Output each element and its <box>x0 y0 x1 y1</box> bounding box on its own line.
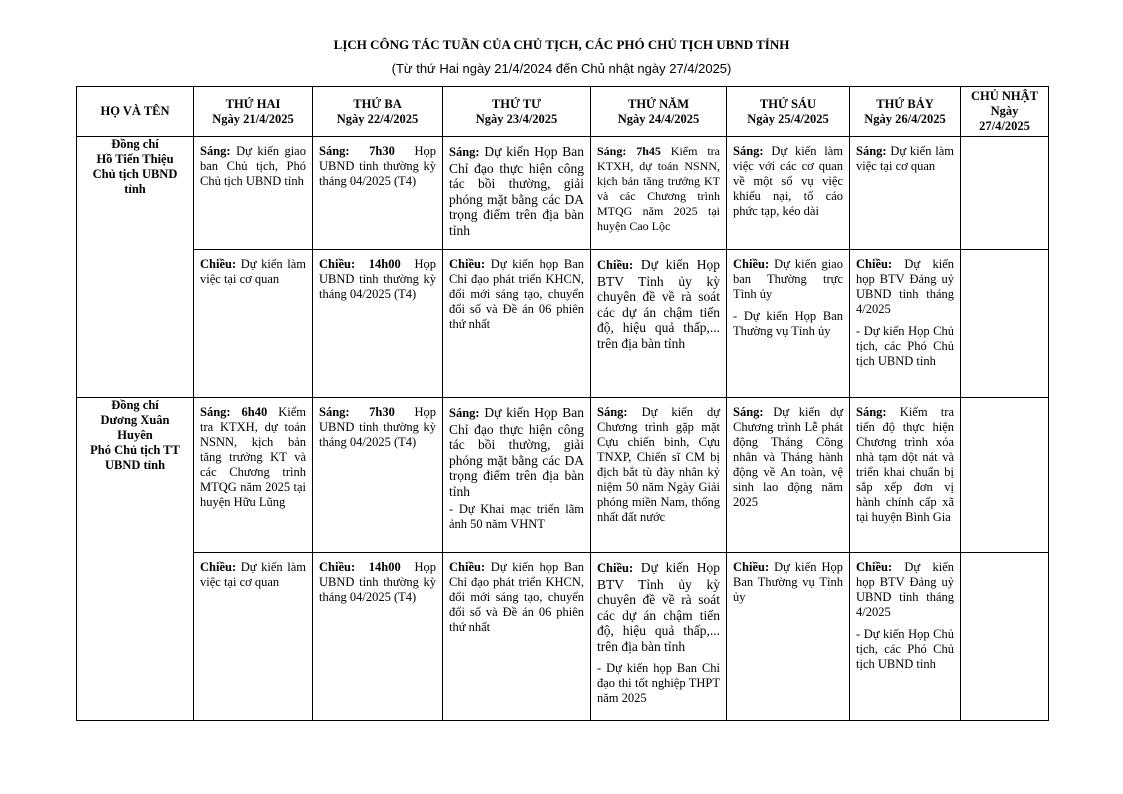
schedule-cell: Sáng: Dự kiến dự Chương trình Lễ phát động Tháng Công nhân và Tháng hành động về An toàn, vệ sinh lao động năm 2025 <box>727 398 850 553</box>
schedule-cell: Sáng: Dự kiến Họp Ban Chỉ đạo thực hiện công tác bồi thường, giải phóng mặt bằng các DA trọng điểm trên địa bàn tỉnh <box>443 137 591 250</box>
schedule-cell: Chiều: Dự kiến Họp BTV Tỉnh ủy kỳ chuyên đề về rà soát các dự án chậm tiến độ, hiệu quả thấp,... trên địa bàn tỉnh - Dự kiến họp Ban Chỉ đạo thi tốt nghiệp THPT năm 2025 <box>591 553 727 721</box>
schedule-cell: Chiều: Dự kiến họp Ban Chỉ đạo phát triển KHCN, đổi mới sáng tạo, chuyển đổi số và Đề án 06 phiên thứ nhất <box>443 553 591 721</box>
table-row <box>77 137 1049 250</box>
schedule-table <box>76 86 1049 721</box>
col-header-sun: CHỦ NHẬT Ngày 27/4/2025 <box>961 87 1049 137</box>
schedule-cell: Chiều: Dự kiến làm việc tại cơ quan <box>194 553 313 721</box>
header-row <box>77 87 1049 137</box>
col-header-sat: THỨ BẢY Ngày 26/4/2025 <box>850 87 961 137</box>
table-row <box>77 398 1049 553</box>
table-row <box>77 553 1049 721</box>
schedule-cell-empty <box>961 137 1049 250</box>
person-name-cell: Đồng chí Dương Xuân Huyên Phó Chủ tịch TT UBND tỉnh <box>77 398 194 721</box>
schedule-cell: Chiều: Dự kiến làm việc tại cơ quan <box>194 250 313 398</box>
schedule-cell: Chiều: Dự kiến họp BTV Đảng uỷ UBND tỉnh tháng 4/2025 - Dự kiến Họp Chủ tịch, các Phó Chủ tịch UBND tỉnh <box>850 250 961 398</box>
schedule-cell: Chiều: Dự kiến họp Ban Chỉ đạo phát triển KHCN, đổi mới sáng tạo, chuyển đổi số và Đề án 06 phiên thứ nhất <box>443 250 591 398</box>
schedule-cell: Sáng: Dự kiến Họp Ban Chỉ đạo thực hiện công tác bồi thường, giải phóng mặt bằng các DA trọng điểm trên địa bàn tỉnh - Dự Khai mạc triển lãm ảnh 50 năm VHNT <box>443 398 591 553</box>
col-header-tue: THỨ BA Ngày 22/4/2025 <box>313 87 443 137</box>
schedule-cell: Sáng: Dự kiến làm việc với các cơ quan về một số vụ việc khiếu nại, tố cáo phức tạp, kéo dài <box>727 137 850 250</box>
schedule-cell: Chiều: Dự kiến giao ban Thường trực Tỉnh ủy - Dự kiến Họp Ban Thường vụ Tỉnh ủy <box>727 250 850 398</box>
schedule-cell: Sáng: 7h30 Họp UBND tỉnh thường kỳ tháng 04/2025 (T4) <box>313 137 443 250</box>
schedule-cell-empty <box>961 250 1049 398</box>
schedule-cell: Sáng: 7h45 Kiểm tra KTXH, dự toán NSNN, kịch bản tăng trưởng KT và các Chương trình MTQG năm 2025 tại huyện Cao Lộc <box>591 137 727 250</box>
schedule-cell-empty <box>961 553 1049 721</box>
schedule-cell: Chiều: 14h00 Họp UBND tỉnh thường kỳ tháng 04/2025 (T4) <box>313 553 443 721</box>
col-header-name: HỌ VÀ TÊN <box>77 87 194 137</box>
person-name-cell: Đồng chí Hồ Tiến Thiệu Chủ tịch UBND tỉnh <box>77 137 194 398</box>
col-header-mon: THỨ HAI Ngày 21/4/2025 <box>194 87 313 137</box>
schedule-cell: Sáng: 6h40 Kiểm tra KTXH, dự toán NSNN, kịch bản tăng trưởng KT và các Chương trình MTQG năm 2025 tại huyện Hữu Lũng <box>194 398 313 553</box>
schedule-cell: Chiều: 14h00 Họp UBND tỉnh thường kỳ tháng 04/2025 (T4) <box>313 250 443 398</box>
page-title: LỊCH CÔNG TÁC TUẦN CỦA CHỦ TỊCH, CÁC PHÓ CHỦ TỊCH UBND TỈNH <box>333 37 790 52</box>
schedule-cell: Sáng: Dự kiến dự Chương trình gặp mặt Cựu chiến binh, Cựu TNXP, Chiến sĩ CM bị địch bắt tù đày nhân kỷ niệm 50 năm Ngày Giải phóng miền Nam, thống nhất đất nước <box>591 398 727 553</box>
schedule-cell-empty <box>961 398 1049 553</box>
table-row <box>77 250 1049 398</box>
col-header-wed: THỨ TƯ Ngày 23/4/2025 <box>443 87 591 137</box>
schedule-cell: Chiều: Dự kiến họp BTV Đảng uỷ UBND tỉnh tháng 4/2025 - Dự kiến Họp Chủ tịch, các Phó Chủ tịch UBND tỉnh <box>850 553 961 721</box>
schedule-cell: Sáng: 7h30 Họp UBND tỉnh thường kỳ tháng 04/2025 (T4) <box>313 398 443 553</box>
schedule-cell: Sáng: Dự kiến giao ban Chủ tịch, Phó Chủ tịch UBND tỉnh <box>194 137 313 250</box>
schedule-cell: Chiều: Dự kiến Họp BTV Tỉnh ủy kỳ chuyên đề về rà soát các dự án chậm tiến độ, hiệu quả thấp,... trên địa bàn tỉnh <box>591 250 727 398</box>
col-header-thu: THỨ NĂM Ngày 24/4/2025 <box>591 87 727 137</box>
schedule-cell: Chiều: Dự kiến Họp Ban Thường vụ Tỉnh ủy <box>727 553 850 721</box>
col-header-fri: THỨ SÁU Ngày 25/4/2025 <box>727 87 850 137</box>
schedule-cell: Sáng: Kiểm tra tiến độ thực hiện Chương trình xóa nhà tạm dột nát và triển khai chuẩn bị sắp xếp đơn vị hành chính cấp xã tại huyện Bình Gia <box>850 398 961 553</box>
schedule-cell: Sáng: Dự kiến làm việc tại cơ quan <box>850 137 961 250</box>
page-subtitle: (Từ thứ Hai ngày 21/4/2024 đến Chủ nhật ngày 27/4/2025) <box>391 61 732 76</box>
